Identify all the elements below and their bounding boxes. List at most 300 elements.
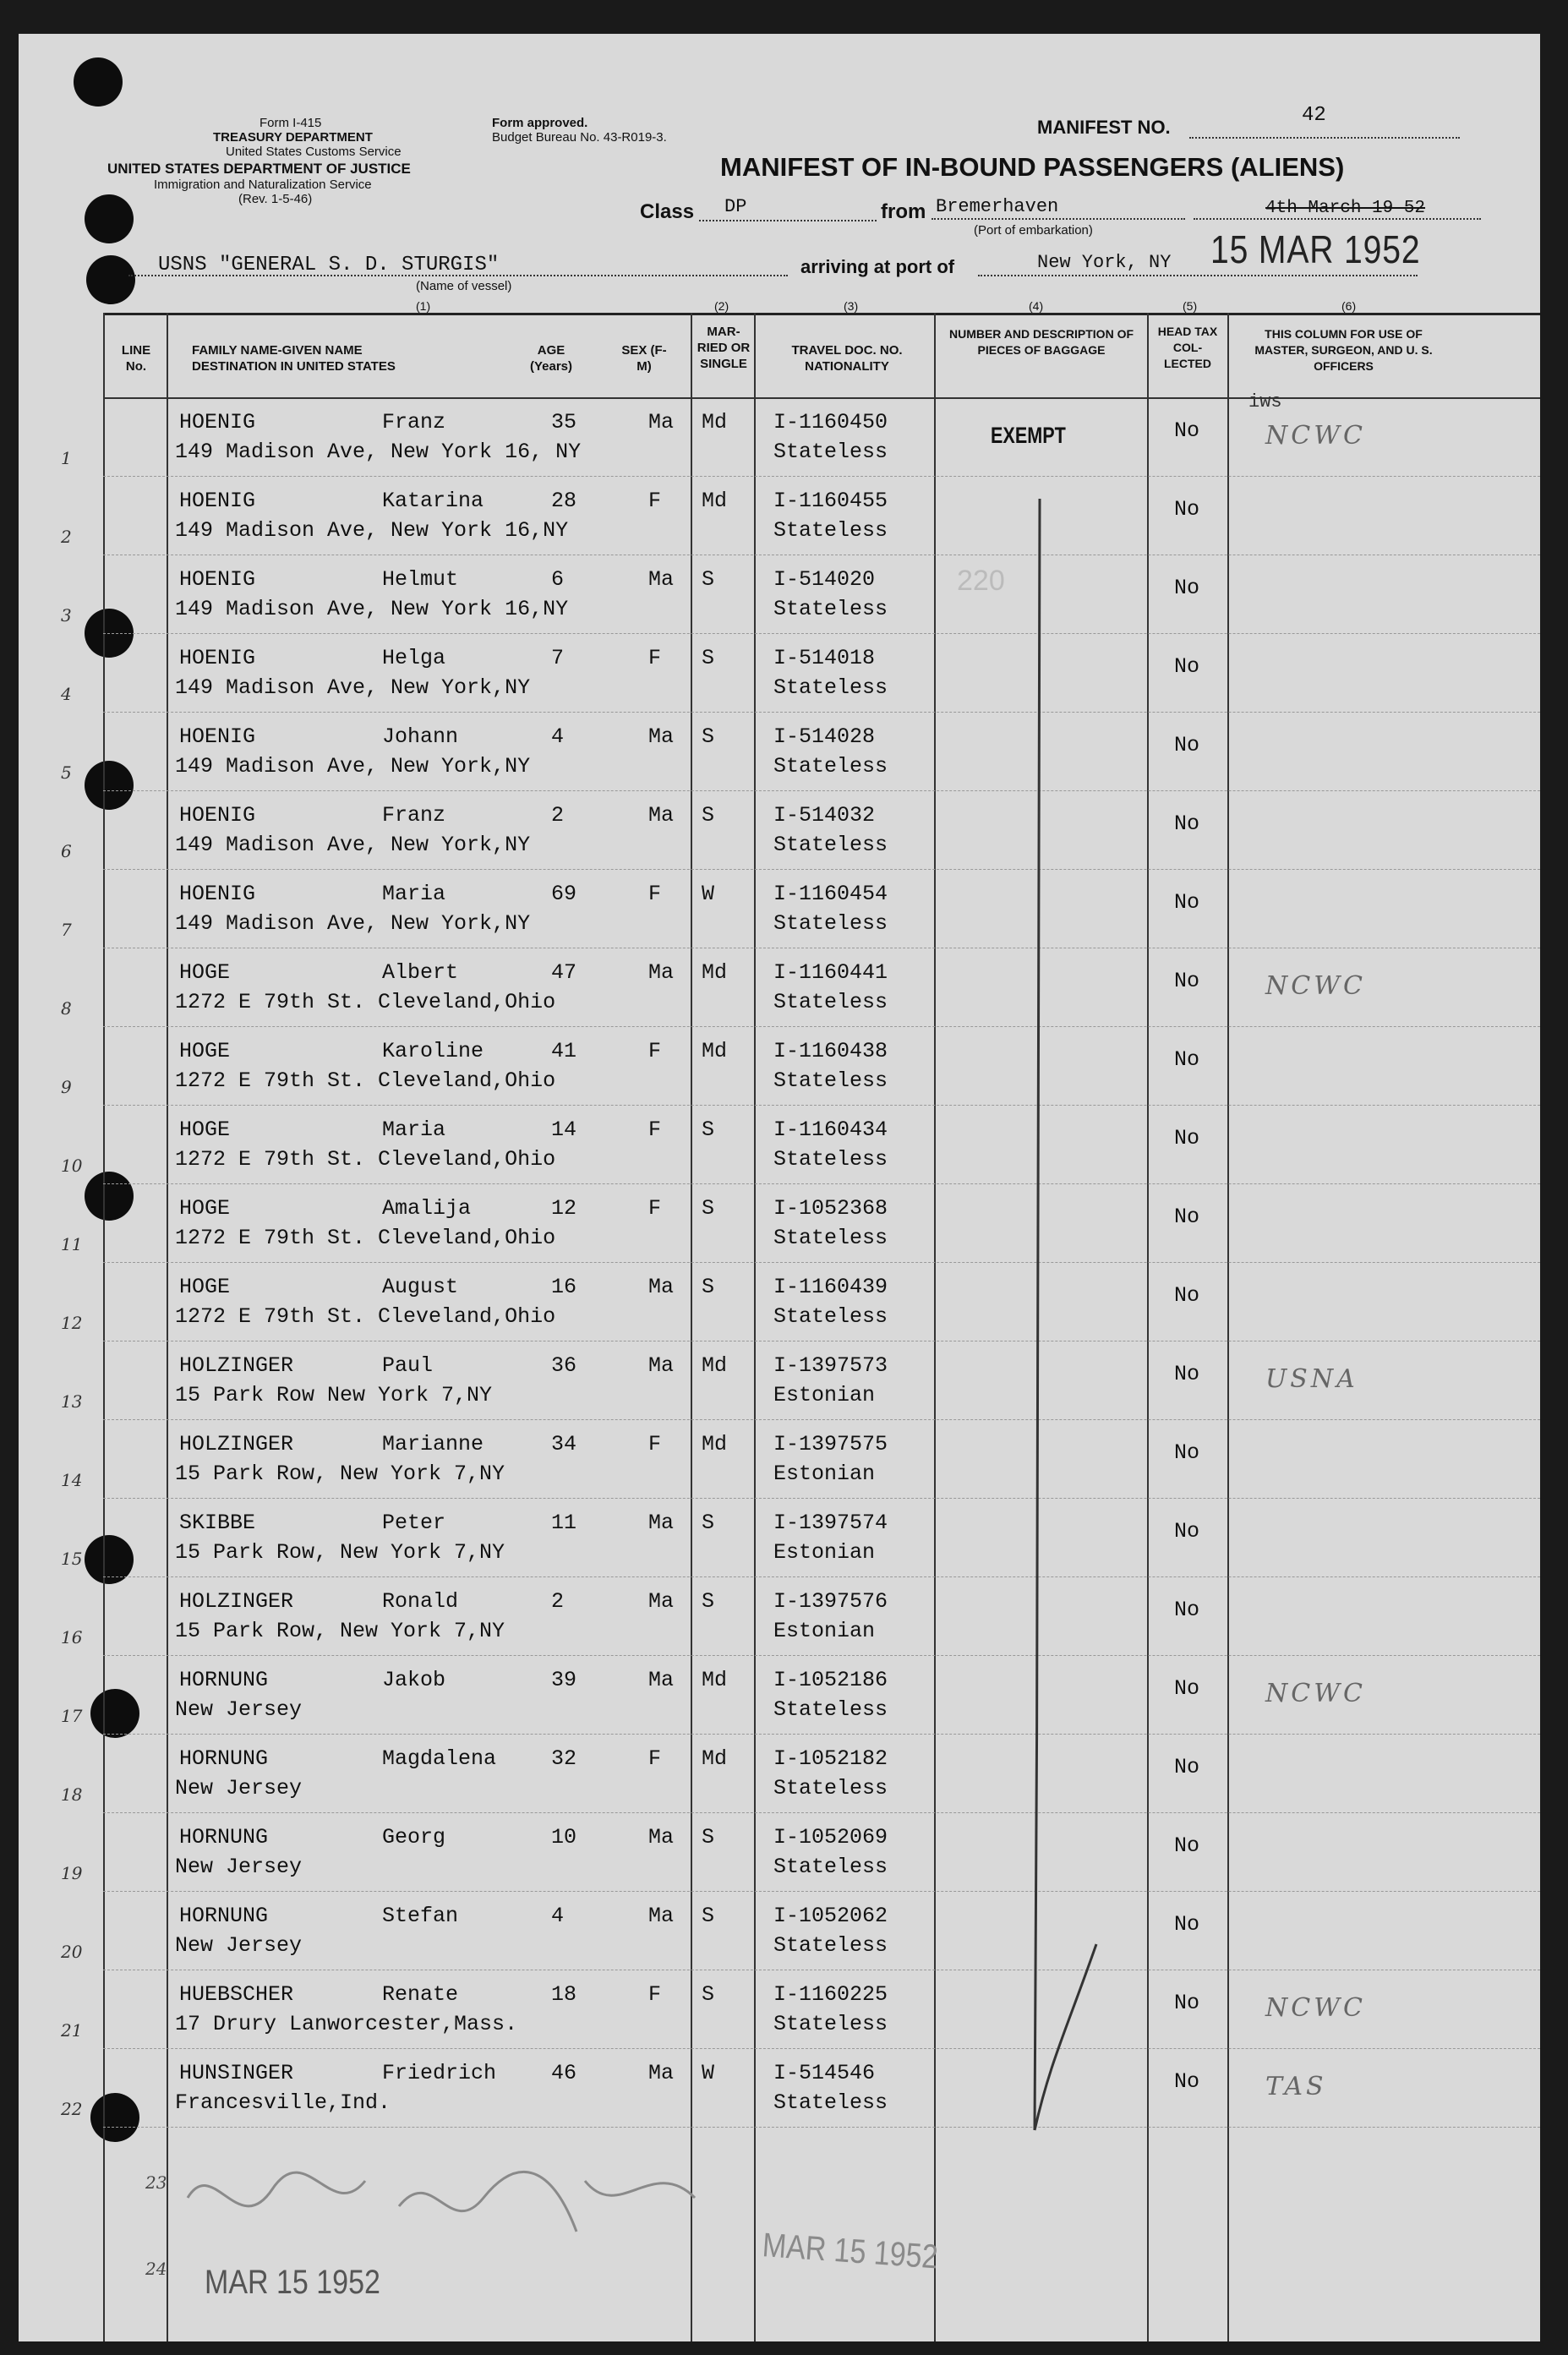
travel-doc-no: I-1160450 bbox=[773, 410, 888, 434]
age: 36 bbox=[551, 1353, 577, 1378]
passenger-row bbox=[19, 790, 1540, 869]
signature bbox=[179, 2147, 720, 2265]
destination-address: 15 Park Row, New York 7,NY bbox=[175, 1619, 505, 1643]
col-header-name: FAMILY NAME-GIVEN NAME DESTINATION IN UNITED STATES bbox=[192, 343, 396, 374]
destination-address: 149 Madison Ave, New York,NY bbox=[175, 911, 531, 936]
head-tax: No bbox=[1174, 1519, 1200, 1544]
destination-address: 1272 E 79th St. Cleveland,Ohio bbox=[175, 1226, 556, 1250]
line-number: 21 bbox=[61, 2020, 83, 2041]
age: 18 bbox=[551, 1982, 577, 2007]
passenger-row bbox=[19, 1341, 1540, 1419]
line-number: 22 bbox=[61, 2099, 83, 2119]
age: 28 bbox=[551, 489, 577, 513]
nationality: Stateless bbox=[773, 754, 888, 779]
sex: F bbox=[648, 1982, 662, 2007]
age: 16 bbox=[551, 1275, 577, 1299]
travel-doc-no: I-1160455 bbox=[773, 489, 888, 513]
class-label: Class bbox=[640, 200, 695, 223]
ins-service: Immigration and Naturalization Service bbox=[154, 178, 372, 192]
given-name: Stefan bbox=[382, 1904, 459, 1928]
marital-status: S bbox=[702, 724, 715, 749]
destination-address: 1272 E 79th St. Cleveland,Ohio bbox=[175, 1147, 556, 1172]
travel-doc-no: I-1052186 bbox=[773, 1668, 888, 1692]
col-header-tax: HEAD TAX COL- LECTED bbox=[1157, 325, 1218, 370]
nationality: Stateless bbox=[773, 1697, 888, 1722]
port-embarkation-caption: (Port of embarkation) bbox=[974, 223, 1093, 238]
marital-status: Md bbox=[702, 1668, 728, 1692]
travel-doc-no: I-1397573 bbox=[773, 1353, 888, 1378]
marital-status: S bbox=[702, 1589, 715, 1614]
head-tax: No bbox=[1174, 1205, 1200, 1229]
col-number-1: (1) bbox=[416, 299, 431, 313]
passenger-row bbox=[19, 1105, 1540, 1183]
family-name: HOGE bbox=[179, 960, 231, 985]
passenger-row bbox=[19, 397, 1540, 476]
age: 14 bbox=[551, 1117, 577, 1142]
nationality: Stateless bbox=[773, 1304, 888, 1329]
destination-address: 1272 E 79th St. Cleveland,Ohio bbox=[175, 990, 556, 1014]
sex: F bbox=[648, 1746, 662, 1771]
family-name: HOENIG bbox=[179, 567, 256, 592]
line-number: 11 bbox=[61, 1234, 83, 1254]
marital-status: Md bbox=[702, 960, 728, 985]
passenger-row bbox=[19, 1183, 1540, 1262]
line-number: 16 bbox=[61, 1627, 83, 1647]
given-name: Georg bbox=[382, 1825, 446, 1850]
form-approved: Form approved. bbox=[492, 116, 588, 130]
age: 10 bbox=[551, 1825, 577, 1850]
travel-doc-no: I-1160439 bbox=[773, 1275, 888, 1299]
sex: Ma bbox=[648, 1668, 675, 1692]
from-value: Bremerhaven bbox=[936, 196, 1059, 217]
sex: Ma bbox=[648, 960, 675, 985]
manifest-title: MANIFEST OF IN-BOUND PASSENGERS (ALIENS) bbox=[720, 152, 1345, 182]
family-name: HOENIG bbox=[179, 489, 256, 513]
travel-doc-no: I-1052368 bbox=[773, 1196, 888, 1221]
line-number: 8 bbox=[61, 998, 72, 1019]
travel-doc-no: I-1160225 bbox=[773, 1982, 888, 2007]
punch-hole bbox=[85, 194, 134, 243]
age: 11 bbox=[551, 1511, 577, 1535]
age: 4 bbox=[551, 724, 565, 749]
age: 47 bbox=[551, 960, 577, 985]
travel-doc-no: I-1160438 bbox=[773, 1039, 888, 1063]
line-number: 20 bbox=[61, 1942, 83, 1962]
col-number-2: (2) bbox=[714, 299, 729, 313]
given-name: Johann bbox=[382, 724, 459, 749]
baggage-exempt: EXEMPT bbox=[991, 423, 1066, 448]
given-name: Paul bbox=[382, 1353, 434, 1378]
manifest-no: 42 bbox=[1302, 104, 1326, 127]
head-tax: No bbox=[1174, 1755, 1200, 1779]
col-number-4: (4) bbox=[1029, 299, 1044, 313]
nationality: Estonian bbox=[773, 1619, 876, 1643]
line-number: 3 bbox=[61, 605, 72, 626]
line-number: 18 bbox=[61, 1784, 83, 1805]
marital-status: S bbox=[702, 1511, 715, 1535]
given-name: Karoline bbox=[382, 1039, 484, 1063]
travel-doc-no: I-1052182 bbox=[773, 1746, 888, 1771]
form-number: Form I-415 bbox=[260, 116, 322, 130]
nationality: Estonian bbox=[773, 1540, 876, 1565]
baggage-faint-number: 220 bbox=[957, 565, 1005, 597]
given-name: August bbox=[382, 1275, 459, 1299]
passenger-row bbox=[19, 1734, 1540, 1812]
marital-status: S bbox=[702, 1196, 715, 1221]
marital-status: S bbox=[702, 803, 715, 828]
sex: Ma bbox=[648, 410, 675, 434]
given-name: Katarina bbox=[382, 489, 484, 513]
head-tax: No bbox=[1174, 576, 1200, 600]
marital-status: Md bbox=[702, 1039, 728, 1063]
family-name: HOGE bbox=[179, 1117, 231, 1142]
budget-bureau: Budget Bureau No. 43-R019-3. bbox=[492, 130, 667, 145]
empty-line-number: 23 bbox=[145, 2172, 167, 2193]
arriving-value: New York, NY bbox=[1037, 252, 1172, 273]
nationality: Stateless bbox=[773, 675, 888, 700]
family-name: HOLZINGER bbox=[179, 1432, 294, 1456]
destination-address: 149 Madison Ave, New York,NY bbox=[175, 833, 531, 857]
sex: Ma bbox=[648, 1353, 675, 1378]
nationality: Stateless bbox=[773, 911, 888, 936]
given-name: Helmut bbox=[382, 567, 459, 592]
passenger-row bbox=[19, 1655, 1540, 1734]
vessel-caption: (Name of vessel) bbox=[416, 279, 512, 293]
destination-address: New Jersey bbox=[175, 1776, 303, 1800]
officers-initials: iws bbox=[1248, 391, 1282, 413]
given-name: Magdalena bbox=[382, 1746, 497, 1771]
travel-doc-no: I-1052069 bbox=[773, 1825, 888, 1850]
marital-status: Md bbox=[702, 489, 728, 513]
head-tax: No bbox=[1174, 1440, 1200, 1465]
officer-note: NCWC bbox=[1265, 421, 1366, 451]
travel-doc-no: I-1397574 bbox=[773, 1511, 888, 1535]
family-name: HOGE bbox=[179, 1196, 231, 1221]
date-stamp: 15 MAR 1952 bbox=[1210, 227, 1421, 271]
passenger-row bbox=[19, 712, 1540, 790]
head-tax: No bbox=[1174, 811, 1200, 836]
marital-status: Md bbox=[702, 1746, 728, 1771]
head-tax: No bbox=[1174, 1047, 1200, 1072]
travel-doc-no: I-514028 bbox=[773, 724, 876, 749]
marital-status: Md bbox=[702, 1432, 728, 1456]
passenger-row bbox=[19, 1498, 1540, 1576]
destination-address: New Jersey bbox=[175, 1933, 303, 1958]
passenger-row bbox=[19, 555, 1540, 633]
sex: Ma bbox=[648, 1275, 675, 1299]
given-name: Albert bbox=[382, 960, 459, 985]
sex: Ma bbox=[648, 1904, 675, 1928]
officer-note: NCWC bbox=[1265, 1993, 1366, 2023]
destination-address: 17 Drury Lanworcester,Mass. bbox=[175, 2012, 518, 2036]
col-header-sex: SEX (F-M) bbox=[621, 343, 667, 374]
passenger-row bbox=[19, 1812, 1540, 1891]
col-header-age: AGE (Years) bbox=[529, 343, 573, 374]
passenger-row bbox=[19, 476, 1540, 555]
travel-doc-no: I-1160454 bbox=[773, 882, 888, 906]
destination-address: 149 Madison Ave, New York 16,NY bbox=[175, 597, 569, 621]
marital-status: S bbox=[702, 646, 715, 670]
form-revision: (Rev. 1-5-46) bbox=[238, 192, 313, 206]
travel-doc-no: I-514018 bbox=[773, 646, 876, 670]
nationality: Stateless bbox=[773, 1933, 888, 1958]
destination-address: Francesville,Ind. bbox=[175, 2090, 391, 2115]
head-tax: No bbox=[1174, 1833, 1200, 1858]
head-tax: No bbox=[1174, 733, 1200, 757]
age: 34 bbox=[551, 1432, 577, 1456]
nationality: Stateless bbox=[773, 1226, 888, 1250]
baggage-check-line bbox=[1016, 473, 1117, 2172]
family-name: HOENIG bbox=[179, 410, 256, 434]
nationality: Stateless bbox=[773, 440, 888, 464]
given-name: Maria bbox=[382, 1117, 446, 1142]
sex: F bbox=[648, 646, 662, 670]
line-number: 10 bbox=[61, 1156, 83, 1176]
head-tax: No bbox=[1174, 497, 1200, 522]
passenger-row bbox=[19, 1576, 1540, 1655]
destination-address: 149 Madison Ave, New York,NY bbox=[175, 754, 531, 779]
family-name: HUNSINGER bbox=[179, 2061, 294, 2085]
given-name: Peter bbox=[382, 1511, 446, 1535]
given-name: Friedrich bbox=[382, 2061, 497, 2085]
from-line bbox=[932, 218, 1185, 220]
passenger-row bbox=[19, 1419, 1540, 1498]
treasury-dept: TREASURY DEPARTMENT bbox=[213, 130, 373, 145]
age: 4 bbox=[551, 1904, 565, 1928]
given-name: Marianne bbox=[382, 1432, 484, 1456]
sex: Ma bbox=[648, 803, 675, 828]
family-name: HOGE bbox=[179, 1039, 231, 1063]
destination-address: 1272 E 79th St. Cleveland,Ohio bbox=[175, 1304, 556, 1329]
punch-hole bbox=[74, 57, 123, 107]
passenger-row bbox=[19, 1262, 1540, 1341]
officer-note: NCWC bbox=[1265, 971, 1366, 1001]
passenger-row bbox=[19, 948, 1540, 1026]
marital-status: S bbox=[702, 1904, 715, 1928]
col-header-officers: THIS COLUMN FOR USE OF MASTER, SURGEON, AND U. S. OFFICERS bbox=[1254, 327, 1433, 373]
family-name: HOENIG bbox=[179, 724, 256, 749]
sex: F bbox=[648, 1117, 662, 1142]
destination-address: 15 Park Row New York 7,NY bbox=[175, 1383, 493, 1407]
line-number: 2 bbox=[61, 527, 72, 547]
family-name: HORNUNG bbox=[179, 1904, 269, 1928]
line-number: 13 bbox=[61, 1391, 83, 1412]
passenger-row bbox=[19, 1026, 1540, 1105]
from-label: from bbox=[881, 200, 926, 223]
arriving-label: arriving at port of bbox=[800, 256, 955, 277]
sex: F bbox=[648, 1196, 662, 1221]
age: 41 bbox=[551, 1039, 577, 1063]
given-name: Helga bbox=[382, 646, 446, 670]
col-header-married: MAR- RIED OR SINGLE bbox=[697, 325, 751, 371]
date-stamp-bottom-left: MAR 15 1952 bbox=[205, 2264, 380, 2301]
manifest-page bbox=[19, 34, 1540, 2341]
manifest-no-label: MANIFEST NO. bbox=[1037, 117, 1171, 138]
travel-doc-no: I-1052062 bbox=[773, 1904, 888, 1928]
passenger-row bbox=[19, 1970, 1540, 2048]
travel-doc-no: I-1160441 bbox=[773, 960, 888, 985]
col-number-3: (3) bbox=[844, 299, 859, 313]
nationality: Stateless bbox=[773, 833, 888, 857]
age: 2 bbox=[551, 1589, 565, 1614]
family-name: HOENIG bbox=[179, 882, 256, 906]
sex: Ma bbox=[648, 1589, 675, 1614]
family-name: HOLZINGER bbox=[179, 1589, 294, 1614]
nationality: Stateless bbox=[773, 1776, 888, 1800]
marital-status: Md bbox=[702, 1353, 728, 1378]
family-name: HUEBSCHER bbox=[179, 1982, 294, 2007]
marital-status: W bbox=[702, 882, 715, 906]
customs-service: United States Customs Service bbox=[226, 145, 402, 159]
destination-address: 149 Madison Ave, New York 16, NY bbox=[175, 440, 582, 464]
passenger-row bbox=[19, 1891, 1540, 1970]
line-number: 6 bbox=[61, 841, 72, 861]
destination-address: 1272 E 79th St. Cleveland,Ohio bbox=[175, 1068, 556, 1093]
passenger-row bbox=[19, 633, 1540, 712]
head-tax: No bbox=[1174, 1991, 1200, 2015]
age: 7 bbox=[551, 646, 565, 670]
sex: Ma bbox=[648, 567, 675, 592]
destination-address: 15 Park Row, New York 7,NY bbox=[175, 1540, 505, 1565]
travel-doc-no: I-514546 bbox=[773, 2061, 876, 2085]
head-tax: No bbox=[1174, 969, 1200, 993]
line-number: 4 bbox=[61, 684, 72, 704]
given-name: Franz bbox=[382, 410, 446, 434]
date-line bbox=[1194, 218, 1481, 220]
head-tax: No bbox=[1174, 2069, 1200, 2094]
sex: F bbox=[648, 1432, 662, 1456]
head-tax: No bbox=[1174, 1362, 1200, 1386]
nationality: Estonian bbox=[773, 1462, 876, 1486]
col-header-travel: TRAVEL DOC. NO. NATIONALITY bbox=[791, 343, 903, 374]
line-number: 1 bbox=[61, 448, 72, 468]
nationality: Stateless bbox=[773, 597, 888, 621]
date-stamp-bottom-right: MAR 15 1952 bbox=[761, 2227, 939, 2276]
line-number: 9 bbox=[61, 1077, 72, 1097]
line-number: 14 bbox=[61, 1470, 83, 1490]
family-name: HOENIG bbox=[179, 803, 256, 828]
nationality: Stateless bbox=[773, 2012, 888, 2036]
family-name: HOLZINGER bbox=[179, 1353, 294, 1378]
head-tax: No bbox=[1174, 654, 1200, 679]
line-number: 12 bbox=[61, 1313, 83, 1333]
age: 39 bbox=[551, 1668, 577, 1692]
age: 2 bbox=[551, 803, 565, 828]
line-number: 15 bbox=[61, 1549, 83, 1569]
head-tax: No bbox=[1174, 418, 1200, 443]
line-number: 5 bbox=[61, 762, 72, 783]
marital-status: S bbox=[702, 1825, 715, 1850]
empty-line-number: 24 bbox=[145, 2259, 167, 2279]
travel-doc-no: I-514032 bbox=[773, 803, 876, 828]
travel-doc-no: I-1397576 bbox=[773, 1589, 888, 1614]
justice-dept: UNITED STATES DEPARTMENT OF JUSTICE bbox=[107, 161, 411, 177]
destination-address: 149 Madison Ave, New York,NY bbox=[175, 675, 531, 700]
destination-address: New Jersey bbox=[175, 1855, 303, 1879]
head-tax: No bbox=[1174, 1912, 1200, 1937]
line-number: 7 bbox=[61, 920, 72, 940]
marital-status: S bbox=[702, 1982, 715, 2007]
nationality: Stateless bbox=[773, 518, 888, 543]
sex: F bbox=[648, 489, 662, 513]
marital-status: W bbox=[702, 2061, 715, 2085]
age: 6 bbox=[551, 567, 565, 592]
given-name: Ronald bbox=[382, 1589, 459, 1614]
nationality: Stateless bbox=[773, 990, 888, 1014]
given-name: Renate bbox=[382, 1982, 459, 2007]
baggage-check-stroke bbox=[1035, 499, 1096, 2130]
sex: Ma bbox=[648, 1825, 675, 1850]
nationality: Estonian bbox=[773, 1383, 876, 1407]
passenger-row bbox=[19, 869, 1540, 948]
row-separator bbox=[103, 2127, 1540, 2128]
officer-note: TAS bbox=[1265, 2072, 1327, 2101]
given-name: Franz bbox=[382, 803, 446, 828]
age: 35 bbox=[551, 410, 577, 434]
col-header-line: LINE No. bbox=[121, 343, 151, 374]
head-tax: No bbox=[1174, 1283, 1200, 1308]
family-name: HORNUNG bbox=[179, 1825, 269, 1850]
marital-status: S bbox=[702, 567, 715, 592]
sex: F bbox=[648, 882, 662, 906]
class-value: DP bbox=[724, 196, 747, 217]
age: 32 bbox=[551, 1746, 577, 1771]
arriving-line bbox=[978, 275, 1418, 276]
signature-stroke bbox=[188, 2172, 695, 2232]
sex: Ma bbox=[648, 724, 675, 749]
officer-note: NCWC bbox=[1265, 1679, 1366, 1708]
sex: Ma bbox=[648, 2061, 675, 2085]
manifest-no-line bbox=[1189, 137, 1460, 139]
travel-doc-no: I-514020 bbox=[773, 567, 876, 592]
given-name: Maria bbox=[382, 882, 446, 906]
family-name: HOENIG bbox=[179, 646, 256, 670]
col-number-5: (5) bbox=[1183, 299, 1198, 313]
family-name: HORNUNG bbox=[179, 1668, 269, 1692]
travel-doc-no: I-1160434 bbox=[773, 1117, 888, 1142]
head-tax: No bbox=[1174, 890, 1200, 915]
marital-status: S bbox=[702, 1117, 715, 1142]
col-header-baggage: NUMBER AND DESCRIPTION OF PIECES OF BAGGAGE bbox=[948, 327, 1134, 357]
marital-status: Md bbox=[702, 410, 728, 434]
family-name: SKIBBE bbox=[179, 1511, 256, 1535]
nationality: Stateless bbox=[773, 1068, 888, 1093]
family-name: HOGE bbox=[179, 1275, 231, 1299]
destination-address: New Jersey bbox=[175, 1697, 303, 1722]
destination-address: 15 Park Row, New York 7,NY bbox=[175, 1462, 505, 1486]
head-tax: No bbox=[1174, 1126, 1200, 1150]
passenger-row bbox=[19, 2048, 1540, 2127]
nationality: Stateless bbox=[773, 2090, 888, 2115]
nationality: Stateless bbox=[773, 1147, 888, 1172]
nationality: Stateless bbox=[773, 1855, 888, 1879]
head-tax: No bbox=[1174, 1598, 1200, 1622]
destination-address: 149 Madison Ave, New York 16,NY bbox=[175, 518, 569, 543]
sex: F bbox=[648, 1039, 662, 1063]
given-name: Jakob bbox=[382, 1668, 446, 1692]
age: 69 bbox=[551, 882, 577, 906]
age: 46 bbox=[551, 2061, 577, 2085]
sex: Ma bbox=[648, 1511, 675, 1535]
travel-doc-no: I-1397575 bbox=[773, 1432, 888, 1456]
class-line bbox=[699, 220, 877, 221]
line-number: 17 bbox=[61, 1706, 83, 1726]
head-tax: No bbox=[1174, 1676, 1200, 1701]
vessel-name: USNS "GENERAL S. D. STURGIS" bbox=[158, 254, 500, 276]
line-number: 19 bbox=[61, 1863, 83, 1883]
officer-note: USNA bbox=[1265, 1364, 1358, 1394]
marital-status: S bbox=[702, 1275, 715, 1299]
